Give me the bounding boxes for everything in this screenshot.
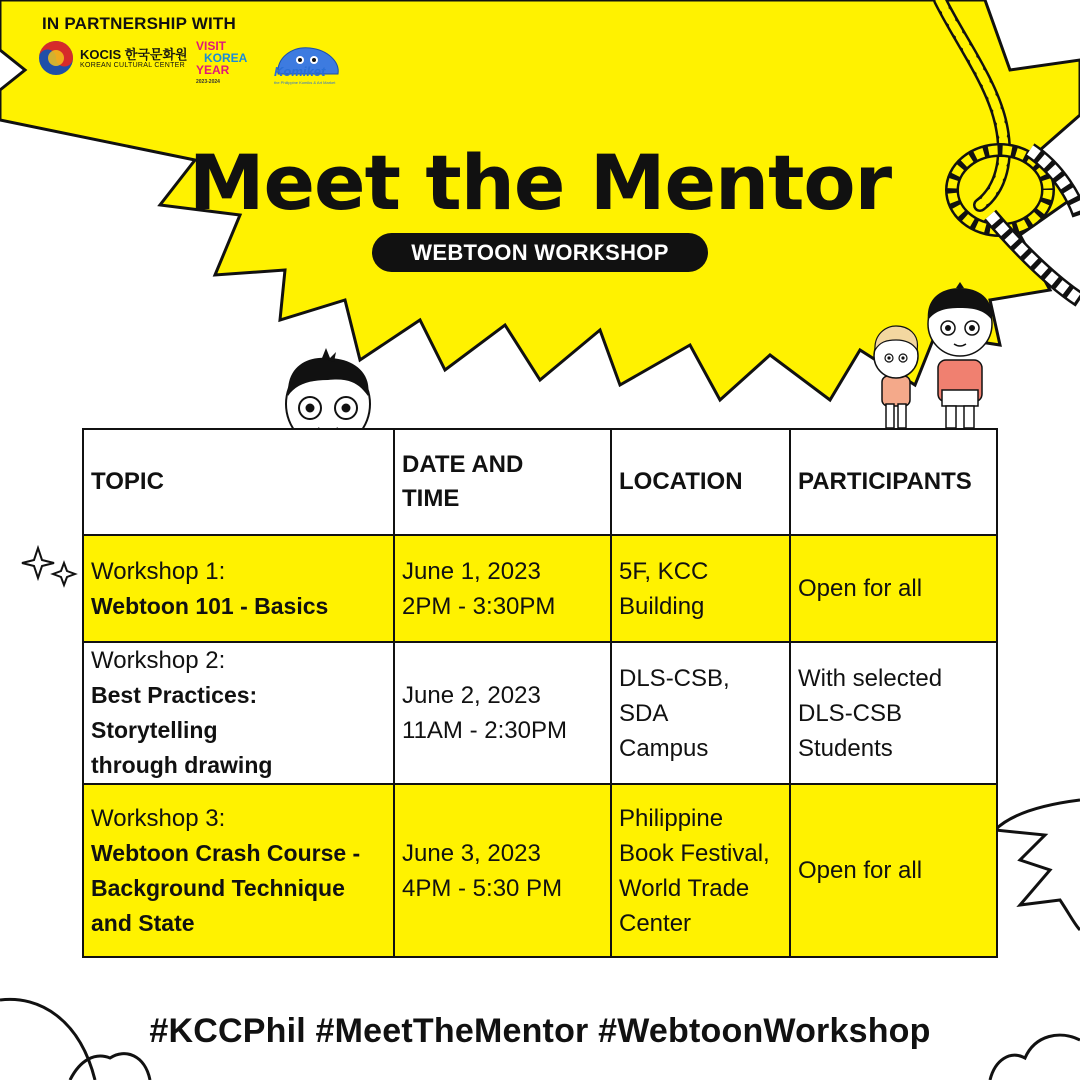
location-cell [611, 535, 790, 642]
visit-korea-year-logo [196, 40, 247, 88]
location-line: 5F, KCC [619, 557, 709, 585]
kocis-name: KOCIS 한국문화원 [80, 46, 188, 62]
header-participants: PARTICIPANTS [790, 429, 997, 535]
location-line: Philippine [619, 804, 724, 832]
participants-line: With selected [798, 664, 943, 692]
topic-cell [83, 642, 394, 784]
workshop-title: and State [91, 909, 195, 936]
kocis-subtitle: KOREAN CULTURAL CENTER [80, 61, 186, 69]
location-line: Campus [619, 734, 709, 762]
speech-bubble-decoration [995, 800, 1080, 930]
date-cell [394, 642, 611, 784]
komiket-logo [270, 44, 346, 98]
komiket-name: Komiket [274, 64, 326, 79]
partnership-heading: IN PARTNERSHIP WITH [42, 14, 236, 33]
topic-cell [83, 535, 394, 642]
table-row [83, 535, 997, 642]
location-line: Building [619, 592, 705, 620]
workshop-title: Webtoon 101 - Basics [91, 592, 329, 619]
participants-cell: Open for all [790, 784, 997, 957]
workshop-title: Webtoon Crash Course - [91, 839, 361, 866]
location-line: Book Festival, [619, 839, 770, 867]
header-topic: TOPIC [83, 429, 394, 535]
komiket-subtitle: the Philippine Komiks & Art Market [274, 80, 336, 85]
workshop-title: Background Technique [91, 874, 345, 901]
participants-cell [790, 642, 997, 784]
kocis-logo [38, 40, 188, 76]
date-text: June 1, 2023 [402, 557, 541, 585]
participants-cell: Open for all [790, 535, 997, 642]
date-text: June 3, 2023 [402, 839, 541, 867]
visit-text: VISIT [196, 39, 227, 53]
location-line: DLS-CSB, SDA [619, 664, 730, 727]
location-cell [611, 642, 790, 784]
sparkle-icon [22, 548, 75, 585]
subtitle-badge: WEBTOON WORKSHOP [372, 233, 708, 272]
participants-line: Students [798, 734, 893, 762]
topic-cell [83, 784, 394, 957]
workshop-number: Workshop 2: [91, 647, 226, 674]
two-kids-illustration [868, 282, 998, 430]
workshop-schedule-table [82, 428, 998, 958]
korea-text: KOREA [204, 51, 248, 65]
participants-line: DLS-CSB [798, 699, 903, 727]
workshop-number: Workshop 1: [91, 557, 226, 585]
hashtags: #KCCPhil #MeetTheMentor #WebtoonWorkshop [149, 1012, 931, 1050]
cloud-decoration-mid [70, 1054, 150, 1080]
date-cell [394, 784, 611, 957]
year-text: YEAR [196, 63, 230, 77]
date-text: June 2, 2023 [402, 682, 541, 709]
visit-years: 2023-2024 [196, 79, 220, 85]
location-cell [611, 784, 790, 957]
table-row [83, 642, 997, 784]
page-title: Meet the Mentor [188, 138, 892, 227]
date-cell [394, 535, 611, 642]
time-text: 11AM - 2:30PM [402, 717, 567, 744]
partner-logos [38, 40, 358, 110]
table-header-row [83, 429, 997, 535]
location-line: World Trade [619, 874, 750, 902]
header-date-line1: DATE AND [402, 451, 524, 478]
time-text: 4PM - 5:30 PM [402, 874, 563, 902]
time-text: 2PM - 3:30PM [402, 592, 556, 620]
workshop-title: Best Practices: Storytelling [91, 682, 258, 743]
header-date-time [394, 429, 611, 535]
table-row [83, 784, 997, 957]
location-line: Center [619, 909, 692, 937]
taegeuk-icon [38, 40, 74, 76]
header-date-line2: TIME [402, 485, 460, 512]
header-location: LOCATION [611, 429, 790, 535]
workshop-number: Workshop 3: [91, 804, 226, 832]
workshop-title: through drawing [91, 752, 273, 778]
